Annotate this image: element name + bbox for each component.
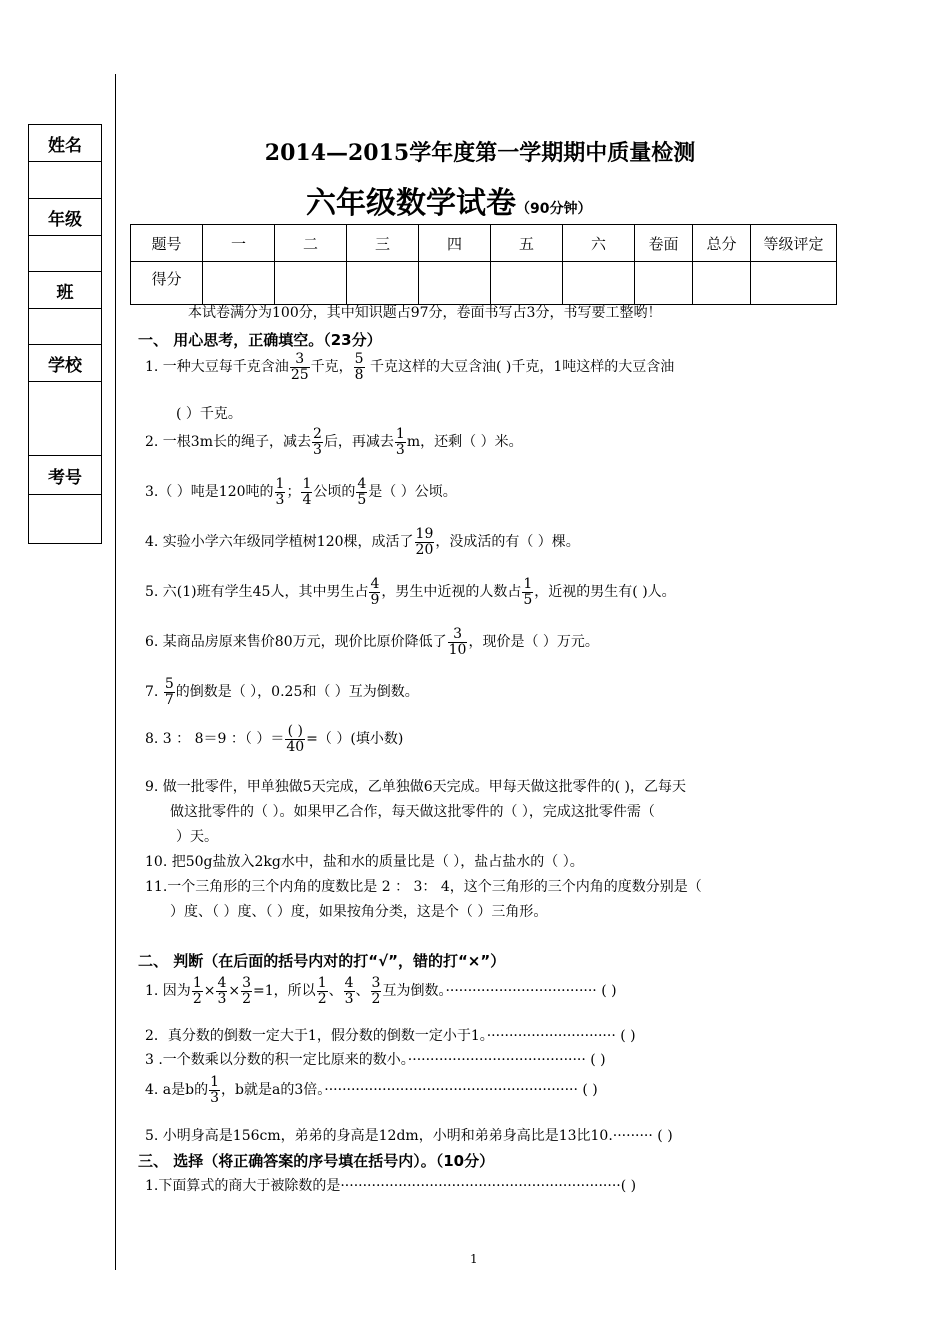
score-header-cell: 五 bbox=[491, 225, 563, 262]
choice-1: 1.下面算式的商大于被除数的是·······························································( ) bbox=[145, 1178, 637, 1194]
numerator: 3 bbox=[290, 352, 310, 368]
question-text: m，还剩（ ）米。 bbox=[406, 434, 523, 451]
question-11-line-2: ）度、（ ）度、（ ）度，如果按角分类，这是个（ ）三角形。 bbox=[170, 904, 548, 920]
score-header-cell: 等级评定 bbox=[751, 225, 837, 262]
fraction bbox=[164, 677, 175, 707]
numerator: 4 bbox=[217, 975, 227, 991]
grade-field[interactable] bbox=[29, 236, 101, 272]
question-text: 1. 一种大豆每千克含油 bbox=[145, 359, 289, 376]
denominator: 4 bbox=[302, 491, 312, 508]
question-text: 公顷的 bbox=[313, 484, 356, 501]
denominator: 2 bbox=[242, 990, 252, 1007]
denominator: 40 bbox=[286, 738, 305, 755]
score-header-cell: 三 bbox=[347, 225, 419, 262]
grade-label: 年级 bbox=[29, 199, 101, 236]
score-cell[interactable] bbox=[275, 262, 347, 305]
denominator: 2 bbox=[371, 990, 381, 1007]
fraction bbox=[354, 352, 365, 382]
fraction bbox=[192, 976, 203, 1006]
question-text: 4. 实验小学六年级同学植树120棵，成活了 bbox=[145, 534, 414, 551]
fraction bbox=[301, 477, 312, 507]
numerator: 5 bbox=[164, 676, 174, 692]
question-text: 的倒数是（ ），0.25和（ ）互为倒数。 bbox=[175, 684, 419, 701]
question-text: 千克这样的大豆含油( )千克，1吨这样的大豆含油 bbox=[365, 359, 675, 376]
question-text: ，男生中近视的人数占 bbox=[381, 584, 522, 601]
student-info-box bbox=[28, 124, 102, 544]
numerator: 1 bbox=[210, 1074, 220, 1090]
exam-number-field[interactable] bbox=[29, 495, 101, 544]
score-cell[interactable] bbox=[419, 262, 491, 305]
question-6 bbox=[145, 627, 599, 657]
numerator: 3 bbox=[448, 627, 468, 643]
question-11-line-1: 11.一个三角形的三个内角的度数比是 2 ： 3： 4，这个三角形的三个内角的度数分别是（ bbox=[145, 879, 702, 895]
fraction bbox=[344, 976, 355, 1006]
question-text: 千克， bbox=[310, 359, 353, 376]
question-text: 6. 某商品房原来售价80万元，现价比原价降低了 bbox=[145, 634, 447, 651]
question-9-line-1: 9. 做一批零件，甲单独做5天完成，乙单独做6天完成。甲每天做这批零件的( )，乙每天 bbox=[145, 779, 686, 795]
binding-line bbox=[115, 74, 116, 1270]
denominator: 8 bbox=[354, 366, 364, 383]
exam-instructions: 本试卷满分为100分，其中知识题占97分，卷面书写占3分，书写要工整哟！ bbox=[188, 305, 662, 321]
class-field[interactable] bbox=[29, 309, 101, 345]
question-text: 4. a是b的 bbox=[145, 1082, 209, 1099]
numerator: 1 bbox=[192, 975, 202, 991]
fraction bbox=[312, 427, 323, 457]
question-5 bbox=[145, 577, 676, 607]
section-2-title: 二、 判断（在后面的括号内对的打“√”，错的打“×”） bbox=[138, 952, 506, 970]
score-cell[interactable] bbox=[751, 262, 837, 305]
score-cell[interactable] bbox=[347, 262, 419, 305]
score-header-cell: 总分 bbox=[693, 225, 751, 262]
question-10: 10. 把50g盐放入2kg水中，盐和水的质量比是（ ），盐占盐水的（ ）。 bbox=[145, 854, 584, 870]
numerator: 3 bbox=[242, 975, 252, 991]
denominator: 3 bbox=[395, 441, 405, 458]
question-1-line-2: ( ）千克。 bbox=[176, 406, 242, 422]
question-text: 后，再减去 bbox=[323, 434, 394, 451]
numerator: 19 bbox=[415, 526, 434, 542]
question-text: ，近视的男生有( )人。 bbox=[534, 584, 676, 601]
exam-duration: （90分钟） bbox=[516, 201, 592, 217]
fraction bbox=[369, 577, 380, 607]
judgement-2: 2．真分数的倒数一定大于1，假分数的倒数一定小于1。····························· ( ) bbox=[145, 1028, 636, 1044]
question-9-line-3: ）天。 bbox=[176, 829, 218, 845]
score-row-label: 得分 bbox=[131, 262, 203, 305]
question-text: 8. 3 ： 8＝9 ：（ ）＝ bbox=[145, 731, 285, 748]
denominator: 5 bbox=[357, 491, 367, 508]
operator: × bbox=[203, 983, 216, 1000]
fraction bbox=[415, 527, 435, 557]
fraction bbox=[522, 577, 533, 607]
question-3 bbox=[145, 477, 457, 507]
section-1-title: 一、 用心思考，正确填空。（23分） bbox=[138, 331, 382, 349]
numerator: 4 bbox=[357, 476, 367, 492]
question-1 bbox=[145, 352, 674, 382]
denominator: 3 bbox=[275, 491, 285, 508]
fraction bbox=[216, 976, 227, 1006]
question-text: 3.（ ）吨是120吨的 bbox=[145, 484, 274, 501]
question-text: 7. bbox=[145, 684, 163, 701]
fraction bbox=[317, 976, 328, 1006]
fraction bbox=[275, 477, 286, 507]
numerator: 4 bbox=[370, 576, 380, 592]
score-header-cell: 题号 bbox=[131, 225, 203, 262]
name-field[interactable] bbox=[29, 162, 101, 199]
question-text: 2. 一根3m长的绳子，减去 bbox=[145, 434, 311, 451]
question-2 bbox=[145, 427, 523, 457]
numerator: 2 bbox=[313, 426, 322, 442]
numerator: 4 bbox=[344, 975, 354, 991]
denominator: 5 bbox=[523, 591, 533, 608]
numerator: 3 bbox=[371, 975, 381, 991]
denominator: 3 bbox=[313, 441, 322, 458]
fraction bbox=[285, 724, 305, 754]
question-text: ，b就是a的3倍。························································· ( ) bbox=[221, 1082, 598, 1099]
denominator: 2 bbox=[317, 990, 327, 1007]
question-text: =1，所以 bbox=[253, 983, 316, 1000]
numerator: 1 bbox=[523, 576, 533, 592]
score-cell[interactable] bbox=[563, 262, 635, 305]
numerator: 1 bbox=[317, 975, 327, 991]
judgement-5: 5. 小明身高是156cm，弟弟的身高是12dm，小明和弟弟身高比是13比10.········· ( ) bbox=[145, 1128, 673, 1144]
denominator: 3 bbox=[217, 990, 227, 1007]
question-text: ； bbox=[286, 484, 301, 501]
numerator: 1 bbox=[275, 476, 285, 492]
fraction bbox=[241, 976, 252, 1006]
numerator: 1 bbox=[395, 426, 405, 442]
question-text: ，没成活的有（ ）棵。 bbox=[435, 534, 580, 551]
exam-title: 2014—2015学年度第一学期期中质量检测 bbox=[264, 140, 696, 166]
question-text: =（ ）(填小数) bbox=[306, 731, 404, 748]
name-label: 姓名 bbox=[29, 125, 101, 162]
question-8 bbox=[145, 724, 403, 754]
question-4 bbox=[145, 527, 580, 557]
score-header-cell: 四 bbox=[419, 225, 491, 262]
fraction bbox=[356, 477, 367, 507]
separator: 、 bbox=[355, 983, 370, 1000]
operator: × bbox=[228, 983, 241, 1000]
question-text: 5. 六(1)班有学生45人，其中男生占 bbox=[145, 584, 369, 601]
denominator: 25 bbox=[290, 366, 309, 383]
exam-subtitle bbox=[306, 178, 591, 222]
question-text: ，现价是（ ）万元。 bbox=[468, 634, 599, 651]
score-table bbox=[130, 224, 837, 305]
score-cell[interactable] bbox=[491, 262, 563, 305]
denominator: 20 bbox=[415, 541, 434, 558]
separator: 、 bbox=[328, 983, 343, 1000]
fraction bbox=[448, 627, 468, 657]
question-9-line-2: 做这批零件的（ ）。如果甲乙合作，每天做这批零件的（ ），完成这批零件需（ bbox=[170, 804, 655, 820]
exam-number-label: 考号 bbox=[29, 456, 101, 495]
fraction bbox=[209, 1075, 220, 1105]
judgement-1 bbox=[145, 976, 617, 1006]
score-cell[interactable] bbox=[203, 262, 275, 305]
denominator: 3 bbox=[344, 990, 354, 1007]
score-header-cell: 六 bbox=[563, 225, 635, 262]
numerator: ( ) bbox=[285, 724, 305, 740]
subtitle-text: 六年级数学试卷 bbox=[306, 186, 516, 221]
fraction bbox=[395, 427, 406, 457]
denominator: 9 bbox=[370, 591, 380, 608]
denominator: 7 bbox=[164, 691, 174, 708]
denominator: 3 bbox=[210, 1089, 220, 1106]
score-header-cell: 二 bbox=[275, 225, 347, 262]
judgement-3: 3 .一个数乘以分数的积一定比原来的数小。········································ ( ) bbox=[145, 1052, 606, 1068]
denominator: 10 bbox=[448, 641, 467, 658]
score-header-cell: 一 bbox=[203, 225, 275, 262]
score-header-cell: 卷面 bbox=[635, 225, 693, 262]
page-number: 1 bbox=[470, 1252, 478, 1266]
section-3-title: 三、 选择（将正确答案的序号填在括号内）。（10分） bbox=[138, 1152, 495, 1170]
denominator: 2 bbox=[192, 990, 202, 1007]
question-7 bbox=[145, 677, 419, 707]
score-cell[interactable] bbox=[635, 262, 693, 305]
question-text: 互为倒数。·································· ( ) bbox=[382, 983, 617, 1000]
class-label: 班 bbox=[29, 272, 101, 309]
score-table-score-row bbox=[131, 262, 837, 305]
judgement-4 bbox=[145, 1075, 598, 1105]
school-field[interactable] bbox=[29, 382, 101, 456]
numerator: 5 bbox=[354, 351, 364, 367]
score-cell[interactable] bbox=[693, 262, 751, 305]
question-text: 是（ ）公顷。 bbox=[368, 484, 457, 501]
numerator: 1 bbox=[302, 476, 312, 492]
school-label: 学校 bbox=[29, 345, 101, 382]
fraction bbox=[290, 352, 310, 382]
fraction bbox=[371, 976, 382, 1006]
score-table-header-row bbox=[131, 225, 837, 262]
question-text: 1. 因为 bbox=[145, 983, 191, 1000]
